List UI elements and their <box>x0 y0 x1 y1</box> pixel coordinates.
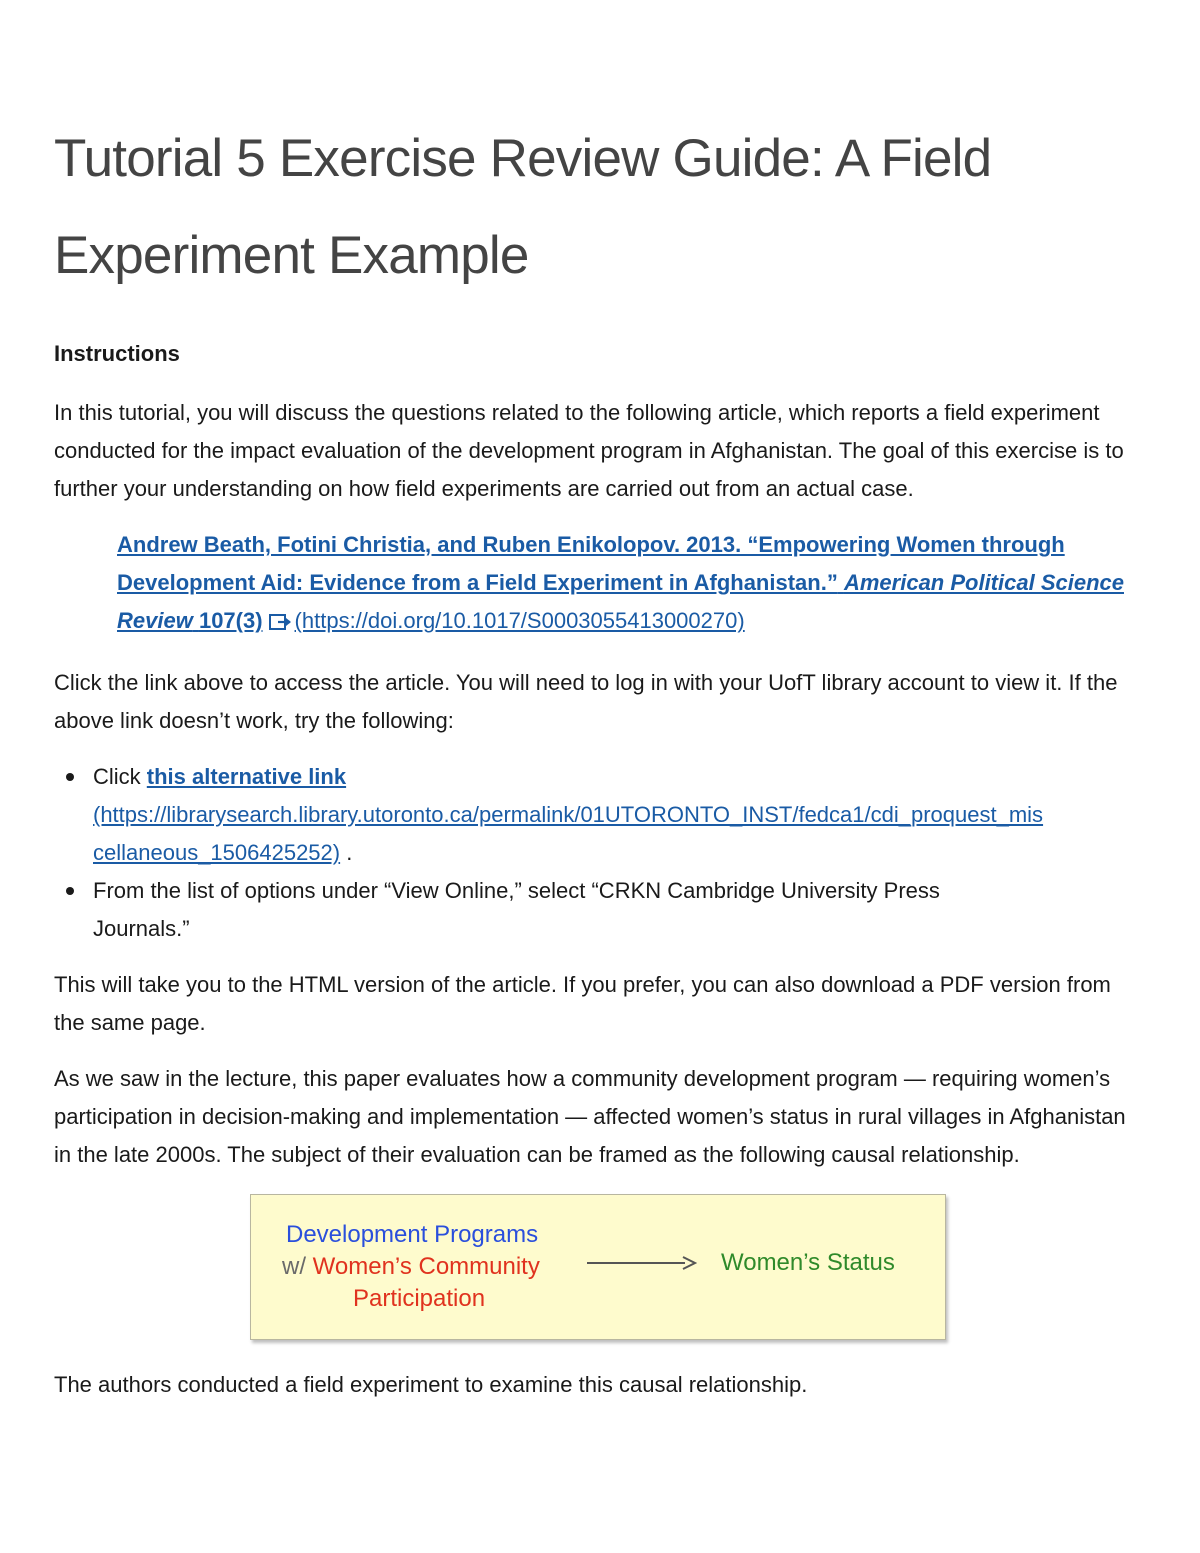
title-line-2: Experiment Example <box>54 226 529 285</box>
bullet-1-suffix: . <box>346 840 353 865</box>
alternative-link[interactable]: this alternative link <box>146 764 347 789</box>
diagram-cause-line-3: Participation <box>353 1285 486 1312</box>
alternative-url-line-1[interactable]: (https://librarysearch.library.utoronto.ca/permalink/01UTORONTO_INST/fedca1/cdi_proquest_mis <box>93 802 1044 827</box>
bullet-2-line-2: Journals.” <box>93 916 190 941</box>
diagram-cause-line-1: Development Programs <box>286 1221 539 1248</box>
doi-link[interactable]: (https://doi.org/10.1017/S0003055413000270) <box>294 608 745 633</box>
list-item <box>54 758 1144 872</box>
access-paragraph: Click the link above to access the article. You will need to log in with your UofT library account to view it. If the above link doesn’t work, try the following: <box>54 670 1118 733</box>
bullet-1-prefix: Click <box>93 764 141 789</box>
citation-volume: 107(3) <box>198 608 263 633</box>
article-citation <box>117 526 1144 640</box>
bullet-2-line-1: From the list of options under “View Online,” select “CRKN Cambridge University Press <box>93 878 940 903</box>
diagram-cause-line-2 <box>282 1251 540 1283</box>
diagram-outcome: Women’s Status <box>721 1249 895 1276</box>
page-title <box>54 110 1144 304</box>
citation-authors-title: Andrew Beath, Fotini Christia, and Ruben Enikolopov. 2013. “Empowering Women through Development Aid: Evidence from a Field Experiment in Afghanistan.” <box>117 532 1065 595</box>
citation-journal: American Political Science Review <box>117 570 1124 633</box>
access-options-list <box>54 758 1144 948</box>
closing-paragraph: The authors conducted a field experiment to examine this causal relationship. <box>54 1372 808 1397</box>
lecture-paragraph: As we saw in the lecture, this paper evaluates how a community development program — requiring women’s participation in decision-making and implementation — affected women’s status in rural villages in Afghanistan in the late 2000s. The subject of their evaluation can be framed as the following causal relationship. <box>54 1066 1126 1167</box>
list-item <box>54 872 1144 948</box>
causal-arrow-icon <box>587 1255 697 1271</box>
intro-paragraph: In this tutorial, you will discuss the questions related to the following article, which reports a field experiment conducted for the impact evaluation of the development program in Afghanistan. The goal of this exercise is to further your understanding on how field experiments are carried out from an actual case. <box>54 400 1124 501</box>
alternative-url-line-2[interactable]: cellaneous_1506425252) <box>93 840 341 865</box>
bullet-dot <box>66 887 74 895</box>
document-page <box>54 110 1144 1422</box>
html-version-paragraph: This will take you to the HTML version of the article. If you prefer, you can also download a PDF version from the same page. <box>54 972 1111 1035</box>
causal-diagram <box>250 1194 946 1340</box>
instructions-heading: Instructions <box>54 341 180 366</box>
title-line-1: Tutorial 5 Exercise Review Guide: A Field <box>54 129 992 188</box>
external-link-icon <box>269 613 293 631</box>
bullet-dot <box>66 773 74 781</box>
diagram-treatment: Women’s Community <box>312 1253 540 1280</box>
diagram-prefix: w/ <box>282 1253 306 1280</box>
